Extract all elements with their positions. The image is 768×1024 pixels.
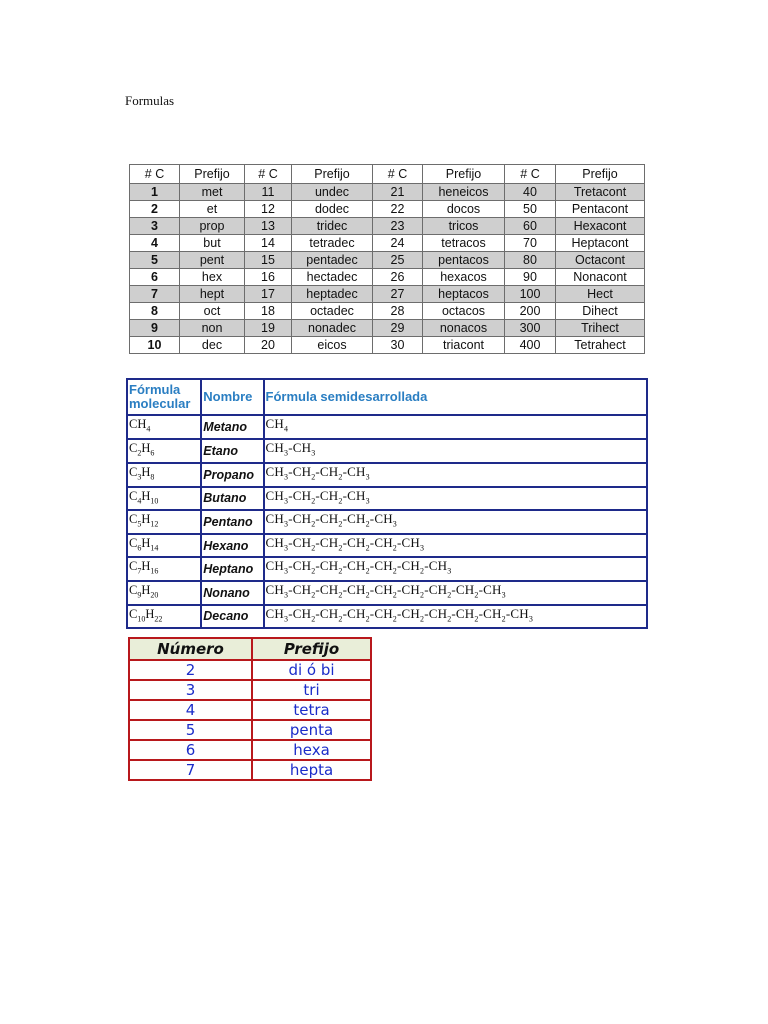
carbon-count-cell: 7 bbox=[130, 286, 180, 303]
document-title: Formulas bbox=[125, 93, 175, 108]
prefix-cell: dodec bbox=[292, 201, 373, 218]
table-row bbox=[127, 557, 647, 581]
molecular-formula-cell: $C_{10}H_{22}$ bbox=[127, 605, 201, 629]
prefix-cell: hex bbox=[180, 269, 245, 286]
table-row bbox=[127, 534, 647, 558]
prefix-cell: docos bbox=[423, 201, 505, 218]
prefix-cell: Trihect bbox=[556, 320, 645, 337]
number-cell: 6 bbox=[129, 740, 252, 760]
table-row bbox=[130, 218, 645, 235]
number-table-body bbox=[129, 660, 371, 780]
table-row bbox=[127, 581, 647, 605]
molecular-formula-cell: $C_9H_{20}$ bbox=[127, 581, 201, 605]
number-table-header-row bbox=[129, 638, 371, 660]
table-row bbox=[130, 252, 645, 269]
prefix-cell: prop bbox=[180, 218, 245, 235]
header-prefix: Prefijo bbox=[252, 638, 371, 660]
carbon-count-cell: 26 bbox=[373, 269, 423, 286]
prefix-cell: Dihect bbox=[556, 303, 645, 320]
alkane-name-cell: Propano bbox=[201, 463, 263, 487]
carbon-count-cell: 22 bbox=[373, 201, 423, 218]
semi-structural-cell: $CH_3-CH_2-CH_2-CH_2-CH_3$ bbox=[264, 510, 647, 534]
table-row bbox=[127, 510, 647, 534]
semi-structural-cell: $CH_3-CH_2-CH_2-CH_2-CH_2-CH_3$ bbox=[264, 534, 647, 558]
header-number: Número bbox=[129, 638, 252, 660]
table-row bbox=[130, 337, 645, 354]
prefix-cell: dec bbox=[180, 337, 245, 354]
header-formula-line2: molecular bbox=[129, 396, 191, 411]
alkane-name-cell: Heptano bbox=[201, 557, 263, 581]
table-row bbox=[127, 463, 647, 487]
molecular-formula-cell: $C_5H_{12}$ bbox=[127, 510, 201, 534]
alkane-table-body bbox=[127, 415, 647, 628]
prefix-cell: di ó bi bbox=[252, 660, 371, 680]
prefix-cell: tetra bbox=[252, 700, 371, 720]
table-row bbox=[130, 184, 645, 201]
prefix-cell: hexa bbox=[252, 740, 371, 760]
carbon-count-cell: 100 bbox=[505, 286, 556, 303]
prefix-cell: pent bbox=[180, 252, 245, 269]
carbon-count-cell: 15 bbox=[245, 252, 292, 269]
table-row bbox=[129, 720, 371, 740]
prefix-cell: met bbox=[180, 184, 245, 201]
semi-structural-cell: $CH_3-CH_2-CH_2-CH_2-CH_2-CH_2-CH_3$ bbox=[264, 557, 647, 581]
carbon-count-cell: 80 bbox=[505, 252, 556, 269]
prefix-cell: tridec bbox=[292, 218, 373, 235]
carbon-count-cell: 70 bbox=[505, 235, 556, 252]
number-cell: 2 bbox=[129, 660, 252, 680]
table-row bbox=[130, 286, 645, 303]
table-row bbox=[130, 269, 645, 286]
carbon-count-cell: 27 bbox=[373, 286, 423, 303]
prefix-cell: Heptacont bbox=[556, 235, 645, 252]
header-carbon-count: # C bbox=[373, 165, 423, 184]
carbon-count-cell: 8 bbox=[130, 303, 180, 320]
carbon-count-cell: 24 bbox=[373, 235, 423, 252]
carbon-count-cell: 90 bbox=[505, 269, 556, 286]
prefix-cell: tetracos bbox=[423, 235, 505, 252]
prefix-cell: oct bbox=[180, 303, 245, 320]
alkane-name-cell: Etano bbox=[201, 439, 263, 463]
table-row bbox=[130, 320, 645, 337]
carbon-count-cell: 40 bbox=[505, 184, 556, 201]
prefix-cell: undec bbox=[292, 184, 373, 201]
number-cell: 7 bbox=[129, 760, 252, 780]
header-semi-structural: Fórmula semidesarrollada bbox=[264, 379, 647, 415]
prefix-cell: tricos bbox=[423, 218, 505, 235]
prefix-cell: pentadec bbox=[292, 252, 373, 269]
prefix-cell: Hexacont bbox=[556, 218, 645, 235]
header-formula-line1: Fórmula bbox=[129, 382, 181, 397]
prefix-cell: hexacos bbox=[423, 269, 505, 286]
carbon-count-cell: 6 bbox=[130, 269, 180, 286]
carbon-count-cell: 9 bbox=[130, 320, 180, 337]
carbon-count-cell: 200 bbox=[505, 303, 556, 320]
prefix-cell: but bbox=[180, 235, 245, 252]
prefix-cell: penta bbox=[252, 720, 371, 740]
carbon-count-cell: 23 bbox=[373, 218, 423, 235]
prefix-cell: heptacos bbox=[423, 286, 505, 303]
prefix-cell: Nonacont bbox=[556, 269, 645, 286]
prefix-table-header-row bbox=[130, 165, 645, 184]
carbon-count-cell: 16 bbox=[245, 269, 292, 286]
alkane-table bbox=[126, 378, 648, 629]
prefix-cell: pentacos bbox=[423, 252, 505, 269]
semi-structural-cell: $CH_3-CH_3$ bbox=[264, 439, 647, 463]
prefix-cell: octadec bbox=[292, 303, 373, 320]
molecular-formula-cell: $C_7H_{16}$ bbox=[127, 557, 201, 581]
semi-structural-cell: $CH_3-CH_2-CH_2-CH_2-CH_2-CH_2-CH_2-CH_2-CH_2-CH_3$ bbox=[264, 605, 647, 629]
carbon-count-cell: 25 bbox=[373, 252, 423, 269]
semi-structural-cell: $CH_3-CH_2-CH_2-CH_2-CH_2-CH_2-CH_2-CH_2-CH_3$ bbox=[264, 581, 647, 605]
prefix-cell: octacos bbox=[423, 303, 505, 320]
header-prefix: Prefijo bbox=[292, 165, 373, 184]
prefix-table bbox=[129, 164, 645, 354]
prefix-cell: tri bbox=[252, 680, 371, 700]
prefix-cell: hepta bbox=[252, 760, 371, 780]
header-name: Nombre bbox=[201, 379, 263, 415]
alkane-name-cell: Metano bbox=[201, 415, 263, 439]
carbon-count-cell: 28 bbox=[373, 303, 423, 320]
carbon-count-cell: 29 bbox=[373, 320, 423, 337]
number-cell: 3 bbox=[129, 680, 252, 700]
molecular-formula-cell: $C_2H_6$ bbox=[127, 439, 201, 463]
table-row bbox=[129, 680, 371, 700]
table-row bbox=[130, 303, 645, 320]
semi-structural-cell: $CH_3-CH_2-CH_2-CH_3$ bbox=[264, 487, 647, 511]
carbon-count-cell: 5 bbox=[130, 252, 180, 269]
alkane-table-header-row bbox=[127, 379, 647, 415]
alkane-name-cell: Pentano bbox=[201, 510, 263, 534]
table-row bbox=[129, 700, 371, 720]
prefix-cell: Pentacont bbox=[556, 201, 645, 218]
semi-structural-cell: $CH_4$ bbox=[264, 415, 647, 439]
carbon-count-cell: 2 bbox=[130, 201, 180, 218]
molecular-formula-cell: $CH_4$ bbox=[127, 415, 201, 439]
carbon-count-cell: 14 bbox=[245, 235, 292, 252]
prefix-cell: Tretacont bbox=[556, 184, 645, 201]
table-row bbox=[129, 660, 371, 680]
prefix-cell: Tetrahect bbox=[556, 337, 645, 354]
prefix-cell: heptadec bbox=[292, 286, 373, 303]
table-row bbox=[127, 415, 647, 439]
carbon-count-cell: 4 bbox=[130, 235, 180, 252]
molecular-formula-cell: $C_4H_{10}$ bbox=[127, 487, 201, 511]
carbon-count-cell: 13 bbox=[245, 218, 292, 235]
carbon-count-cell: 60 bbox=[505, 218, 556, 235]
prefix-cell: Hect bbox=[556, 286, 645, 303]
table-row bbox=[127, 439, 647, 463]
header-carbon-count: # C bbox=[505, 165, 556, 184]
header-prefix: Prefijo bbox=[180, 165, 245, 184]
header-carbon-count: # C bbox=[130, 165, 180, 184]
number-cell: 4 bbox=[129, 700, 252, 720]
prefix-cell: hectadec bbox=[292, 269, 373, 286]
header-prefix: Prefijo bbox=[556, 165, 645, 184]
table-row bbox=[127, 605, 647, 629]
prefix-cell: et bbox=[180, 201, 245, 218]
table-row bbox=[127, 487, 647, 511]
carbon-count-cell: 17 bbox=[245, 286, 292, 303]
prefix-cell: Octacont bbox=[556, 252, 645, 269]
prefix-cell: nonacos bbox=[423, 320, 505, 337]
prefix-cell: eicos bbox=[292, 337, 373, 354]
alkane-name-cell: Butano bbox=[201, 487, 263, 511]
carbon-count-cell: 19 bbox=[245, 320, 292, 337]
header-carbon-count: # C bbox=[245, 165, 292, 184]
header-molecular-formula bbox=[127, 379, 201, 415]
carbon-count-cell: 20 bbox=[245, 337, 292, 354]
carbon-count-cell: 18 bbox=[245, 303, 292, 320]
carbon-count-cell: 3 bbox=[130, 218, 180, 235]
number-cell: 5 bbox=[129, 720, 252, 740]
molecular-formula-cell: $C_6H_{14}$ bbox=[127, 534, 201, 558]
header-prefix: Prefijo bbox=[423, 165, 505, 184]
table-row bbox=[129, 760, 371, 780]
prefix-cell: tetradec bbox=[292, 235, 373, 252]
carbon-count-cell: 30 bbox=[373, 337, 423, 354]
prefix-cell: heneicos bbox=[423, 184, 505, 201]
table-row bbox=[129, 740, 371, 760]
alkane-name-cell: Nonano bbox=[201, 581, 263, 605]
prefix-cell: nonadec bbox=[292, 320, 373, 337]
carbon-count-cell: 10 bbox=[130, 337, 180, 354]
table-row bbox=[130, 201, 645, 218]
carbon-count-cell: 11 bbox=[245, 184, 292, 201]
prefix-table-body bbox=[130, 184, 645, 354]
semi-structural-cell: $CH_3-CH_2-CH_2-CH_3$ bbox=[264, 463, 647, 487]
carbon-count-cell: 50 bbox=[505, 201, 556, 218]
prefix-cell: non bbox=[180, 320, 245, 337]
carbon-count-cell: 1 bbox=[130, 184, 180, 201]
prefix-cell: triacont bbox=[423, 337, 505, 354]
carbon-count-cell: 400 bbox=[505, 337, 556, 354]
molecular-formula-cell: $C_3H_8$ bbox=[127, 463, 201, 487]
carbon-count-cell: 300 bbox=[505, 320, 556, 337]
table-row bbox=[130, 235, 645, 252]
carbon-count-cell: 12 bbox=[245, 201, 292, 218]
prefix-cell: hept bbox=[180, 286, 245, 303]
number-prefix-table bbox=[128, 637, 372, 781]
carbon-count-cell: 21 bbox=[373, 184, 423, 201]
alkane-name-cell: Decano bbox=[201, 605, 263, 629]
alkane-name-cell: Hexano bbox=[201, 534, 263, 558]
